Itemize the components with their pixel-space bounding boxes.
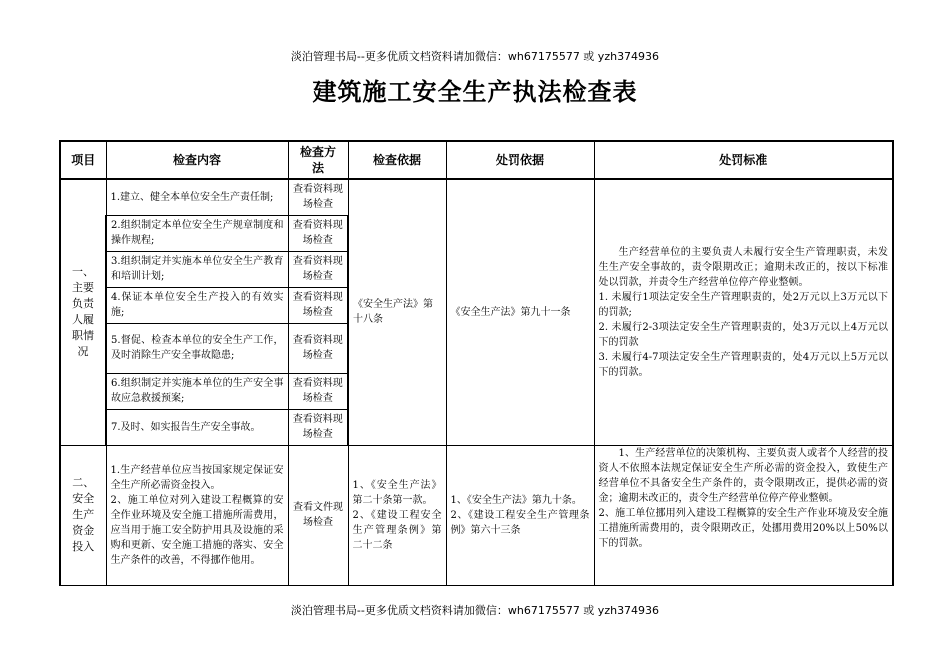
- check-method: 查看资料现场检查: [288, 251, 348, 287]
- penalty-standard: 1、生产经营单位的决策机构、主要负责人或者个人经营的投资人不依照本法规定保证安全生产所必需的资金投入，致使生产经营单位不具备安全生产条件的，责令限期改正，提供必需的资金；逾期未改正的，责令生产经营单位停产停业整顿。 2、施工单位挪用列入建设工程概算的安全生产作业环境及安全施工措施所需费用的，责令限期改正，处挪用费用20%以上50%以下的罚款。: [594, 445, 893, 585]
- check-content: 1.建立、健全本单位安全生产责任制;: [106, 179, 288, 215]
- check-method: 查看资料现场检查: [288, 373, 348, 409]
- check-method: 查看资料现场检查: [288, 215, 348, 251]
- check-content: 5.督促、检查本单位的安全生产工作，及时消除生产安全事故隐患;: [106, 323, 288, 373]
- check-basis: 《安全生产法》第十八条: [348, 179, 446, 445]
- penalty-standard: 生产经营单位的主要负责人未履行安全生产管理职责，未发生生产安全事故的，责令限期改正；逾期未改正的，按以下标准处以罚款，并责令生产经营单位停产停业整顿。 1. 未履行1项法定安全生产管理职责的，处2万元以上3万元以下的罚款; 2. 未履行2-3项法定安全生产管理职责的，处3万元以上4万元以下的罚款 3. 未履行4-7项法定安全生产管理职责的，处4万元以上5万元以下的罚款。: [594, 179, 893, 445]
- check-method: 查看资料现场检查: [288, 409, 348, 445]
- header-watermark: 淡泊管理书局--更多优质文档资料请加微信：wh67175577 或 yzh374936: [290, 50, 660, 63]
- check-method: 查看文件现场检查: [288, 445, 348, 585]
- col-header-penalty-basis: 处罚依据: [446, 141, 594, 179]
- penalty-basis: 《安全生产法》第九十一条: [446, 179, 594, 445]
- check-content: 2.组织制定本单位安全生产规章制度和操作规程;: [106, 215, 288, 251]
- footer-watermark: 淡泊管理书局--更多优质文档资料请加微信：wh67175577 或 yzh374936: [290, 604, 660, 617]
- col-header-penalty-standard: 处罚标准: [594, 141, 893, 179]
- check-content: 6.组织制定并实施本单位的生产安全事故应急救援预案;: [106, 373, 288, 409]
- check-method: 查看资料现场检查: [288, 323, 348, 373]
- check-method: 查看资料现场检查: [288, 287, 348, 323]
- check-content: 3.组织制定并实施本单位安全生产教育和培训计划;: [106, 251, 288, 287]
- check-content: 7.及时、如实报告生产安全事故。: [106, 409, 288, 445]
- penalty-basis: 1、《安全生产法》第九十条。 2、《建设工程安全生产管理条例》第六十三条: [446, 445, 594, 585]
- table-row: [60, 179, 893, 215]
- table-row: [60, 445, 893, 585]
- page-title: 建筑施工安全生产执法检查表: [312, 78, 638, 106]
- col-header-content: 检查内容: [106, 141, 288, 179]
- check-content: 1.生产经营单位应当按国家规定保证安全生产所必需资金投入。 2、施工单位对列入建设工程概算的安全作业环境及安全施工措施所需费用，应当用于施工安全防护用具及设施的采购和更新、安全施工措施的落实、安全生产条件的改善，不得挪作他用。: [106, 445, 288, 585]
- inspection-table: [59, 140, 894, 586]
- check-method: 查看资料现场检查: [288, 179, 348, 215]
- section-label: 一、主要负责人履职情况: [60, 179, 106, 445]
- col-header-basis: 检查依据: [348, 141, 446, 179]
- section-label: 二、安全生产资金投入: [60, 445, 106, 585]
- check-content: 4.保证本单位安全生产投入的有效实施;: [106, 287, 288, 323]
- check-basis: 1、《安全生产法》第二十条第一款。 2、《建设工程安全生产管理条例》第二十二条: [348, 445, 446, 585]
- table-header-row: [60, 141, 893, 179]
- col-header-method: 检查方法: [288, 141, 348, 179]
- col-header-project: 项目: [60, 141, 106, 179]
